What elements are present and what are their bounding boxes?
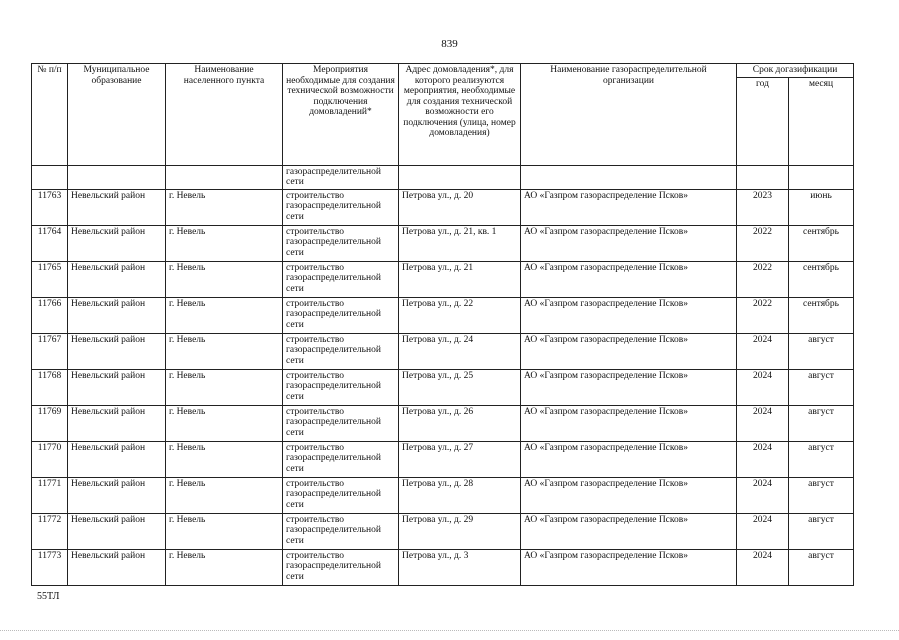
table-row bbox=[32, 477, 854, 513]
header-year: год bbox=[737, 77, 789, 165]
footer-code: 55ТЛ bbox=[37, 591, 60, 602]
row-organization: АО «Газпром газораспределение Псков» bbox=[521, 225, 737, 261]
table-row bbox=[32, 225, 854, 261]
row-municipality: Невельский район bbox=[68, 369, 166, 405]
row-address: Петрова ул., д. 3 bbox=[399, 549, 521, 585]
row-municipality: Невельский район bbox=[68, 225, 166, 261]
row-measure: строительство газораспределительной сети bbox=[283, 441, 399, 477]
header-deadline: Срок догазификации bbox=[737, 64, 854, 78]
row-municipality: Невельский район bbox=[68, 333, 166, 369]
row-measure: строительство газораспределительной сети bbox=[283, 261, 399, 297]
row-month: август bbox=[789, 477, 854, 513]
row-year: 2024 bbox=[737, 441, 789, 477]
row-measure: строительство газораспределительной сети bbox=[283, 549, 399, 585]
row-month: сентябрь bbox=[789, 225, 854, 261]
row-measure: строительство газораспределительной сети bbox=[283, 189, 399, 225]
row-month: август bbox=[789, 333, 854, 369]
row-settlement: г. Невель bbox=[166, 297, 283, 333]
row-month: август bbox=[789, 369, 854, 405]
row-settlement: г. Невель bbox=[166, 225, 283, 261]
row-municipality: Невельский район bbox=[68, 477, 166, 513]
row-address: Петрова ул., д. 21, кв. 1 bbox=[399, 225, 521, 261]
row-municipality: Невельский район bbox=[68, 549, 166, 585]
row-num: 11763 bbox=[32, 189, 68, 225]
row-num: 11766 bbox=[32, 297, 68, 333]
row-organization: АО «Газпром газораспределение Псков» bbox=[521, 261, 737, 297]
continuation-measure: газораспределительной сети bbox=[283, 165, 399, 189]
table-row bbox=[32, 369, 854, 405]
row-organization: АО «Газпром газораспределение Псков» bbox=[521, 333, 737, 369]
row-num: 11764 bbox=[32, 225, 68, 261]
row-organization: АО «Газпром газораспределение Псков» bbox=[521, 189, 737, 225]
row-num: 11768 bbox=[32, 369, 68, 405]
gasification-table bbox=[31, 63, 854, 586]
row-year: 2022 bbox=[737, 297, 789, 333]
row-organization: АО «Газпром газораспределение Псков» bbox=[521, 441, 737, 477]
row-municipality: Невельский район bbox=[68, 189, 166, 225]
row-municipality: Невельский район bbox=[68, 261, 166, 297]
row-year: 2024 bbox=[737, 549, 789, 585]
table-row bbox=[32, 513, 854, 549]
page-number: 839 bbox=[441, 38, 458, 50]
header-month: месяц bbox=[789, 77, 854, 165]
row-organization: АО «Газпром газораспределение Псков» bbox=[521, 297, 737, 333]
row-address: Петрова ул., д. 22 bbox=[399, 297, 521, 333]
row-settlement: г. Невель bbox=[166, 369, 283, 405]
row-year: 2022 bbox=[737, 261, 789, 297]
row-num: 11767 bbox=[32, 333, 68, 369]
row-year: 2024 bbox=[737, 369, 789, 405]
row-settlement: г. Невель bbox=[166, 513, 283, 549]
table-row bbox=[32, 549, 854, 585]
row-measure: строительство газораспределительной сети bbox=[283, 333, 399, 369]
row-month: сентябрь bbox=[789, 261, 854, 297]
header-address: Адрес домовладения*, для которого реализуются мероприятия, необходимые для создания технической возможности его подключения (улица, номер домовладения) bbox=[399, 64, 521, 166]
row-month: август bbox=[789, 549, 854, 585]
table-row bbox=[32, 297, 854, 333]
continuation-row bbox=[32, 165, 854, 189]
row-num: 11765 bbox=[32, 261, 68, 297]
header-num: № п/п bbox=[32, 64, 68, 166]
row-municipality: Невельский район bbox=[68, 513, 166, 549]
header-settlement: Наименование населенного пункта bbox=[166, 64, 283, 166]
row-year: 2024 bbox=[737, 513, 789, 549]
row-municipality: Невельский район bbox=[68, 441, 166, 477]
row-month: август bbox=[789, 405, 854, 441]
row-settlement: г. Невель bbox=[166, 549, 283, 585]
row-num: 11773 bbox=[32, 549, 68, 585]
header-measures: Мероприятия необходимые для создания технической возможности подключения домовладений* bbox=[283, 64, 399, 166]
row-month: июнь bbox=[789, 189, 854, 225]
row-organization: АО «Газпром газораспределение Псков» bbox=[521, 405, 737, 441]
row-organization: АО «Газпром газораспределение Псков» bbox=[521, 549, 737, 585]
row-settlement: г. Невель bbox=[166, 441, 283, 477]
row-address: Петрова ул., д. 25 bbox=[399, 369, 521, 405]
row-address: Петрова ул., д. 26 bbox=[399, 405, 521, 441]
header-municipality: Муниципальное образование bbox=[68, 64, 166, 166]
row-year: 2022 bbox=[737, 225, 789, 261]
row-measure: строительство газораспределительной сети bbox=[283, 369, 399, 405]
row-settlement: г. Невель bbox=[166, 477, 283, 513]
row-month: сентябрь bbox=[789, 297, 854, 333]
row-address: Петрова ул., д. 28 bbox=[399, 477, 521, 513]
row-settlement: г. Невель bbox=[166, 261, 283, 297]
scan-artifact-line bbox=[0, 630, 899, 632]
row-year: 2024 bbox=[737, 333, 789, 369]
row-month: август bbox=[789, 513, 854, 549]
row-address: Петрова ул., д. 21 bbox=[399, 261, 521, 297]
row-num: 11770 bbox=[32, 441, 68, 477]
row-address: Петрова ул., д. 29 bbox=[399, 513, 521, 549]
table-row bbox=[32, 261, 854, 297]
row-num: 11769 bbox=[32, 405, 68, 441]
row-address: Петрова ул., д. 27 bbox=[399, 441, 521, 477]
table-row bbox=[32, 333, 854, 369]
row-measure: строительство газораспределительной сети bbox=[283, 477, 399, 513]
row-settlement: г. Невель bbox=[166, 333, 283, 369]
row-municipality: Невельский район bbox=[68, 405, 166, 441]
row-measure: строительство газораспределительной сети bbox=[283, 225, 399, 261]
table-row bbox=[32, 441, 854, 477]
header-organization: Наименование газораспределительной организации bbox=[521, 64, 737, 166]
table-row bbox=[32, 189, 854, 225]
row-month: август bbox=[789, 441, 854, 477]
row-address: Петрова ул., д. 24 bbox=[399, 333, 521, 369]
row-measure: строительство газораспределительной сети bbox=[283, 297, 399, 333]
row-year: 2024 bbox=[737, 477, 789, 513]
row-year: 2024 bbox=[737, 405, 789, 441]
table-row bbox=[32, 405, 854, 441]
row-organization: АО «Газпром газораспределение Псков» bbox=[521, 369, 737, 405]
row-num: 11772 bbox=[32, 513, 68, 549]
row-measure: строительство газораспределительной сети bbox=[283, 405, 399, 441]
row-organization: АО «Газпром газораспределение Псков» bbox=[521, 513, 737, 549]
row-organization: АО «Газпром газораспределение Псков» bbox=[521, 477, 737, 513]
row-municipality: Невельский район bbox=[68, 297, 166, 333]
row-year: 2023 bbox=[737, 189, 789, 225]
row-measure: строительство газораспределительной сети bbox=[283, 513, 399, 549]
row-settlement: г. Невель bbox=[166, 405, 283, 441]
row-settlement: г. Невель bbox=[166, 189, 283, 225]
row-address: Петрова ул., д. 20 bbox=[399, 189, 521, 225]
row-num: 11771 bbox=[32, 477, 68, 513]
